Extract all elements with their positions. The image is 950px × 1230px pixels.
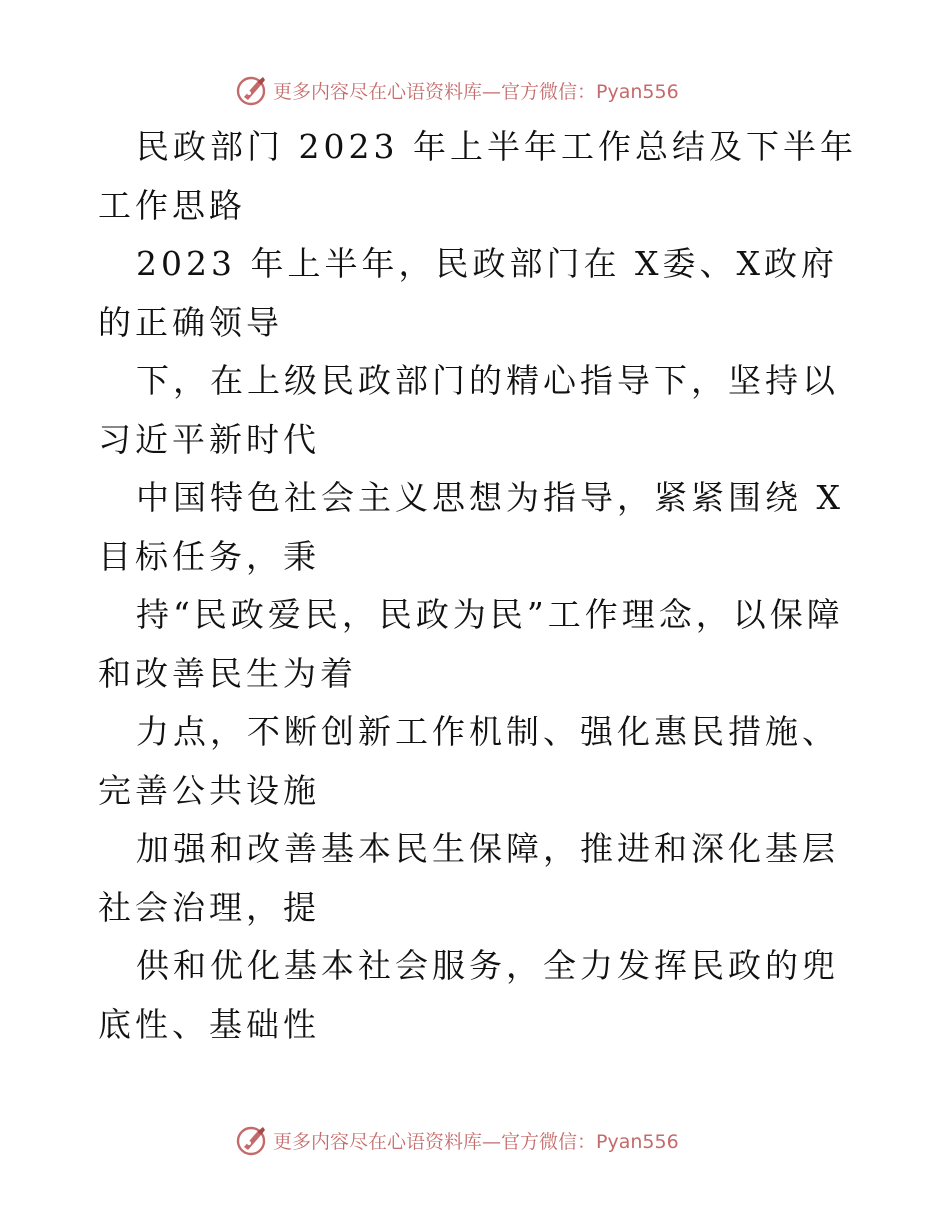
watermark-label: 更多内容尽在心语资料库—官方微信： [273,1130,597,1153]
paragraph: 力点，不断创新工作机制、强化惠民措施、完善公共设施 [98,712,839,810]
paragraph: 加强和改善基本民生保障，推进和深化基层社会治理，提 [98,829,839,927]
watermark-wechat-id: Pyan556 [596,80,679,103]
paragraph: 中国特色社会主义思想为指导，紧紧围绕 X目标任务，秉 [98,478,844,576]
footer-watermark [235,1120,679,1160]
paragraph: 供和优化基本社会服务，全力发挥民政的兜底性、基础性 [98,946,839,1044]
paragraph: 下，在上级民政部门的精心指导下，坚持以习近平新时代 [98,361,839,459]
document-body [98,118,858,1054]
header-watermark [235,70,679,110]
pen-logo-icon [235,1123,269,1157]
paragraph-title: 民政部门 2023 年上半年工作总结及下半年工作思路 [98,127,857,225]
watermark-text [273,1127,679,1154]
watermark-label: 更多内容尽在心语资料库—官方微信： [273,80,597,103]
watermark-text [273,77,679,104]
pen-logo-icon [235,73,269,107]
watermark-wechat-id: Pyan556 [596,1130,679,1153]
paragraph: 持“民政爱民，民政为民”工作理念，以保障和改善民生为着 [98,595,844,693]
paragraph: 2023 年上半年，民政部门在 X委、X政府的正确领导 [98,244,838,342]
